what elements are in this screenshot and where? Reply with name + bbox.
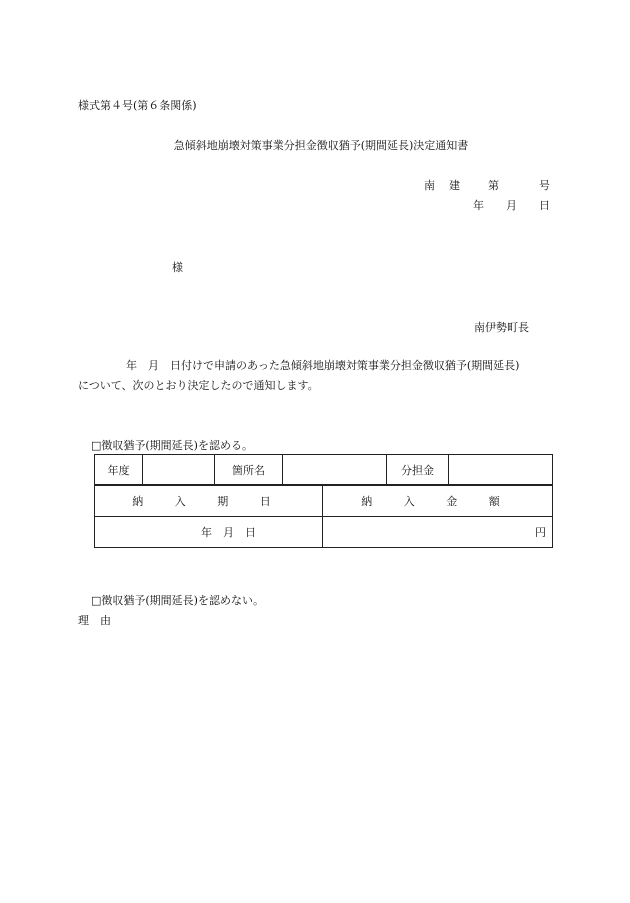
- location-label: 箇所名: [215, 455, 283, 485]
- option-approve: □徴収猶予(期間延長)を認める。: [91, 439, 253, 452]
- body-line-2: について、次のとおり決定したので通知します。: [78, 379, 319, 392]
- addressee-suffix: 様: [172, 261, 183, 274]
- amount-header-text: 納 入 金 額: [361, 495, 514, 508]
- body-line-1: 年 月 日付けで申請のあった急傾斜地崩壊対策事業分担金徴収猶予(期間延長): [126, 359, 520, 372]
- location-value: [283, 455, 387, 485]
- info-table: [94, 454, 553, 485]
- doc-number-ordinal: 第: [488, 179, 499, 192]
- table-row: [95, 486, 553, 517]
- share-label: 分担金: [387, 455, 449, 485]
- table-row: [95, 517, 553, 548]
- payment-table: [94, 485, 553, 548]
- doc-number-dept: 建: [449, 179, 460, 192]
- share-value: [449, 455, 553, 485]
- fiscal-year-value: [143, 455, 215, 485]
- due-date-value: [95, 517, 323, 548]
- table-row: [95, 455, 553, 485]
- document-number: [424, 177, 550, 193]
- date-year: 年: [473, 199, 484, 212]
- amount-value: 円: [323, 517, 553, 548]
- fiscal-year-label: 年度: [95, 455, 143, 485]
- due-date-text: 年 月 日: [201, 526, 256, 539]
- issue-date: [473, 197, 550, 213]
- doc-number-prefix: 南: [424, 179, 435, 192]
- document-title: 急傾斜地崩壊対策事業分担金徴収猶予(期間延長)決定通知書: [173, 139, 469, 152]
- due-date-header-text: 納 入 期 日: [132, 495, 285, 508]
- sender-name: 南伊勢町長: [474, 321, 529, 334]
- date-month: 月: [506, 199, 517, 212]
- doc-number-suffix: 号: [539, 179, 550, 192]
- reason-label: 理 由: [78, 614, 111, 627]
- due-date-header: [95, 486, 323, 517]
- amount-header: [323, 486, 553, 517]
- option-deny: □徴収猶予(期間延長)を認めない。: [91, 594, 264, 607]
- date-day: 日: [539, 199, 550, 212]
- form-number: 様式第４号(第６条関係): [78, 99, 197, 112]
